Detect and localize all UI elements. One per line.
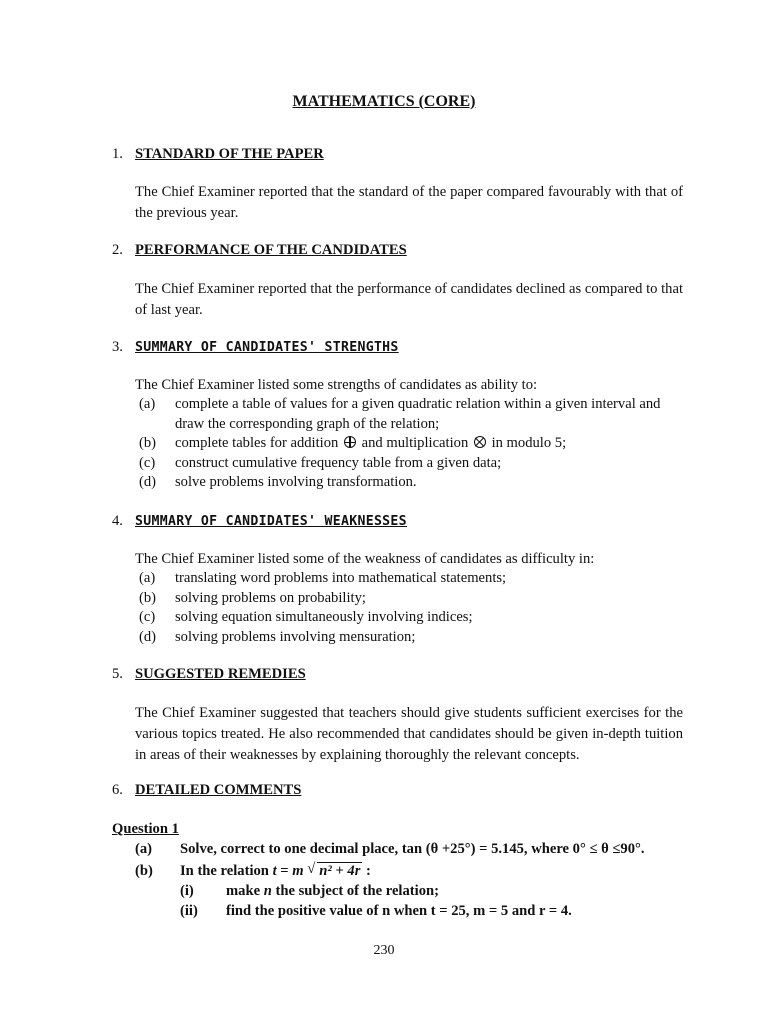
subpart-mark: (i) bbox=[180, 883, 194, 899]
page-number: 230 bbox=[373, 943, 395, 958]
section-number: 1. bbox=[112, 146, 123, 162]
section-number: 6. bbox=[112, 782, 123, 798]
section-4-heading bbox=[112, 513, 407, 530]
list-intro: The Chief Examiner listed some of the weakness of candidates as difficulty in: bbox=[135, 551, 595, 567]
section-5-text bbox=[135, 703, 683, 766]
question-title: Question 1 bbox=[112, 821, 179, 837]
section-number: 3. bbox=[112, 339, 123, 355]
list-item: (a) translating word problems into mathematical statements; bbox=[139, 570, 507, 587]
list-item: (b) solving problems on probability; bbox=[139, 589, 366, 606]
paragraph: The Chief Examiner suggested that teachers should give students sufficient exercises for the various topics treated. He also recommended that candidates should be given in-depth tuition in areas of their weaknesses by explaining thoroughly the relevant concepts. bbox=[135, 705, 683, 763]
section-title: SUMMARY OF CANDIDATES' WEAKNESSES bbox=[135, 514, 407, 529]
list-intro: The Chief Examiner listed some strengths of candidates as ability to: bbox=[135, 377, 538, 393]
square-root: √ n² + 4r bbox=[307, 861, 361, 879]
section-2-text bbox=[135, 279, 683, 321]
section-title: SUGGESTED REMEDIES bbox=[135, 666, 306, 682]
radical-icon: √ bbox=[307, 861, 316, 877]
section-2-heading bbox=[112, 242, 407, 259]
section-1-text bbox=[135, 182, 683, 224]
section-5-heading bbox=[112, 666, 306, 683]
section-title: SUMMARY OF CANDIDATES' STRENGTHS bbox=[135, 340, 399, 355]
part-mark: (b) bbox=[135, 863, 153, 879]
list-item: (d) solve problems involving transformation. bbox=[139, 474, 417, 491]
subpart-text: find the positive value of n when t = 25, m = 5 and r = 4. bbox=[226, 903, 572, 919]
section-title: STANDARD OF THE PAPER bbox=[135, 146, 324, 162]
section-number: 4. bbox=[112, 513, 123, 529]
circled-times-icon bbox=[474, 436, 486, 448]
strengths-list bbox=[135, 376, 683, 492]
weaknesses-list bbox=[135, 550, 683, 647]
list-item: (c) construct cumulative frequency table from a given data; bbox=[139, 454, 502, 471]
list-item: (b) complete tables for addition and multiplication in modulo 5; bbox=[139, 435, 567, 452]
subpart-text: make n the subject of the relation; bbox=[226, 883, 439, 899]
list-item: (c) solving equation simultaneously involving indices; bbox=[139, 609, 473, 626]
section-1-heading bbox=[112, 146, 324, 163]
part-text: In the relation t = m √ n² + 4r : bbox=[180, 861, 371, 879]
section-number: 5. bbox=[112, 666, 123, 682]
paragraph: The Chief Examiner reported that the performance of candidates declined as compared to that of last year. bbox=[135, 281, 683, 318]
paragraph: The Chief Examiner reported that the standard of the paper compared favourably with that of the previous year. bbox=[135, 184, 683, 221]
list-item: (d) solving problems involving mensuration; bbox=[139, 628, 416, 645]
subpart-mark: (ii) bbox=[180, 903, 198, 919]
section-3-heading bbox=[112, 339, 399, 356]
list-item: (a) complete a table of values for a given quadratic relation within a given interval and draw the corresponding graph of the relation; bbox=[139, 396, 661, 432]
circled-plus-icon bbox=[344, 436, 356, 448]
part-mark: (a) bbox=[135, 841, 153, 857]
section-title: PERFORMANCE OF THE CANDIDATES bbox=[135, 242, 407, 258]
section-6-heading bbox=[112, 782, 301, 799]
part-text: Solve, correct to one decimal place, tan (θ +25°) = 5.145, where 0° ≤ θ ≤90°. bbox=[180, 841, 645, 857]
section-title: DETAILED COMMENTS bbox=[135, 782, 302, 798]
page-title: MATHEMATICS (CORE) bbox=[292, 93, 476, 110]
section-number: 2. bbox=[112, 242, 123, 258]
